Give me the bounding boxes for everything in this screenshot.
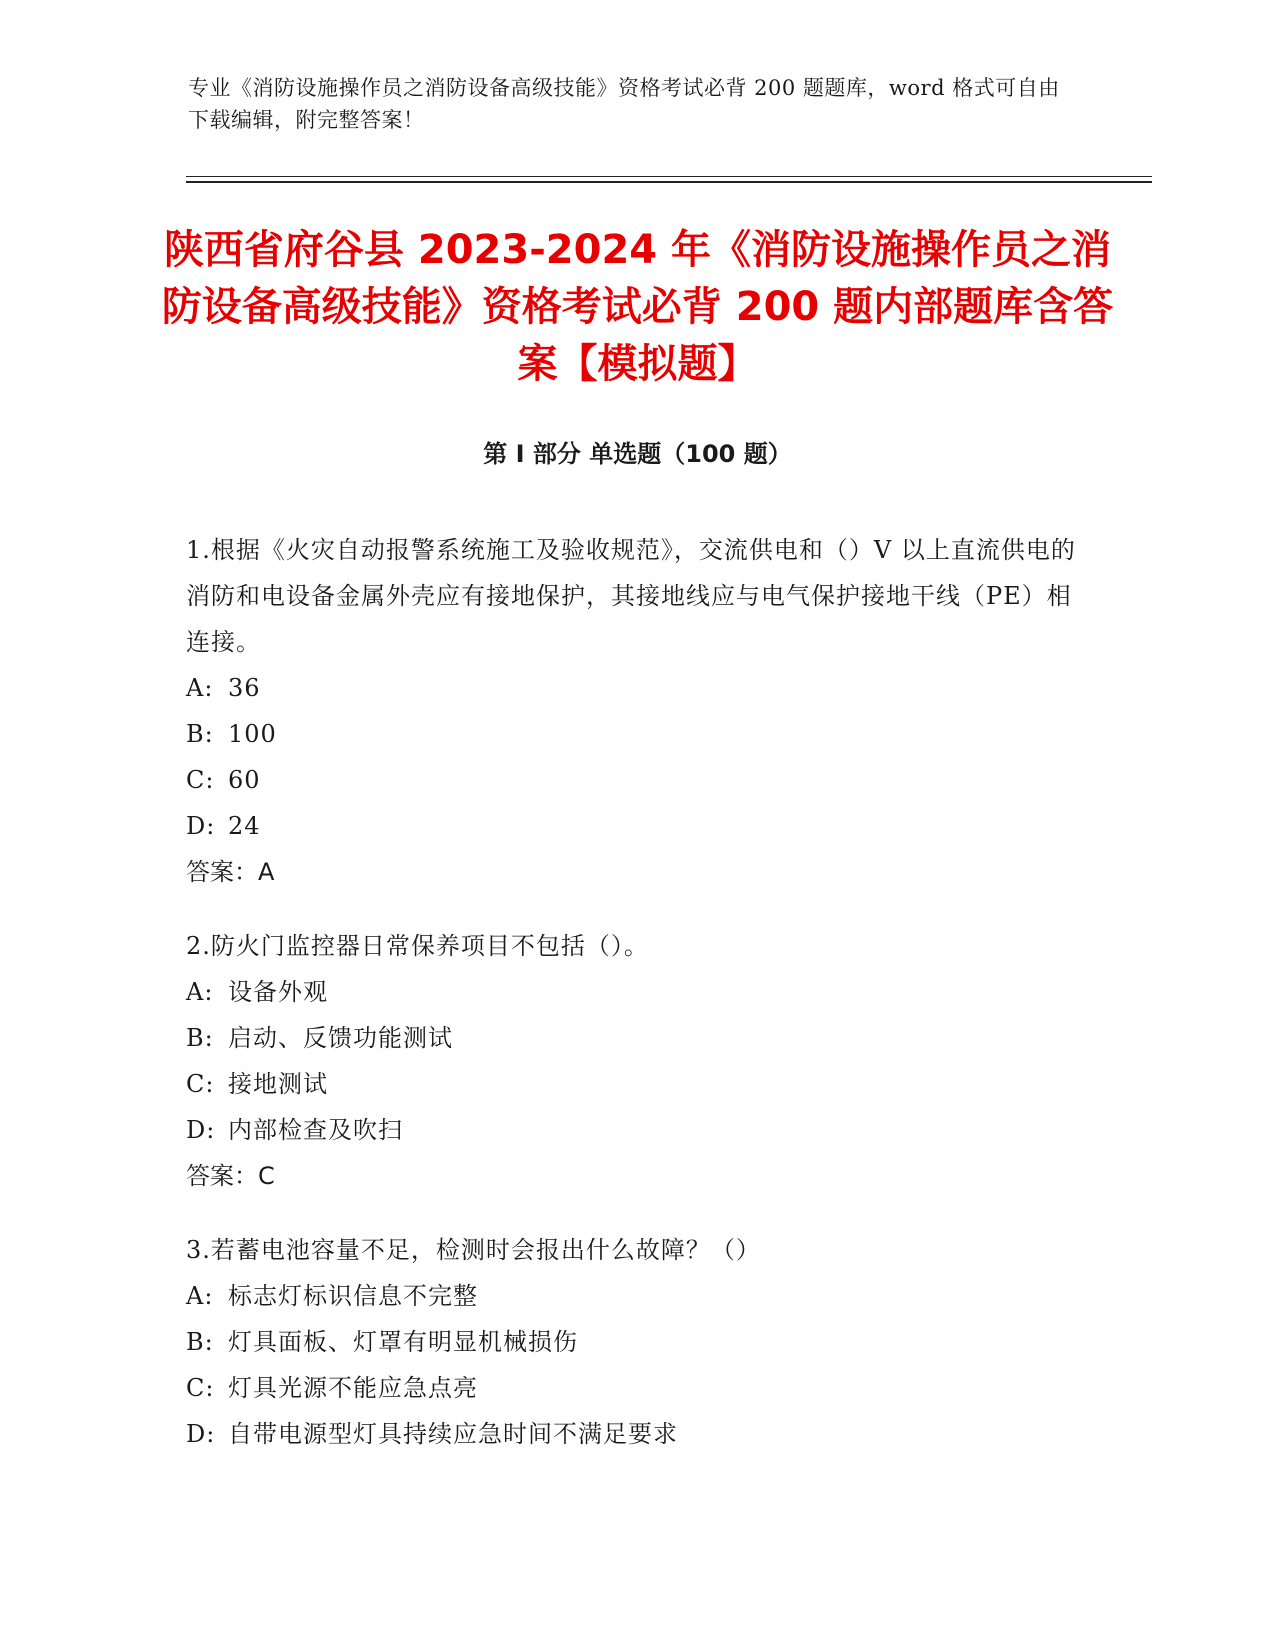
- option-c: [186, 1365, 1086, 1411]
- option-text: 启动、反馈功能测试: [228, 1024, 453, 1052]
- option-key: C:: [186, 1070, 215, 1098]
- option-key: A:: [186, 978, 214, 1006]
- option-a: [186, 969, 1086, 1015]
- option-key: D:: [186, 1116, 216, 1144]
- question-stem: 2.防火门监控器日常保养项目不包括（）。: [186, 932, 649, 960]
- option-key: B:: [186, 1328, 214, 1356]
- option-key: B:: [186, 1024, 214, 1052]
- question-list: [186, 527, 1086, 1485]
- question-1: [186, 527, 1086, 895]
- option-key: B:: [186, 720, 214, 748]
- option-key: C:: [186, 766, 215, 794]
- option-text: 灯具面板、灯罩有明显机械损伤: [228, 1328, 578, 1356]
- question-3: [186, 1227, 1086, 1457]
- option-text: 标志灯标识信息不完整: [228, 1282, 478, 1310]
- option-b: [186, 1015, 1086, 1061]
- answer-label: 答案：C: [186, 1162, 275, 1190]
- option-a: [186, 665, 1086, 711]
- option-c: [186, 1061, 1086, 1107]
- option-key: D:: [186, 812, 216, 840]
- header-divider-thin: [186, 176, 1152, 177]
- option-text: 100: [228, 720, 277, 748]
- section-title: 第 I 部分 单选题（100 题）: [483, 440, 792, 468]
- option-d: [186, 1411, 1086, 1457]
- option-d: [186, 803, 1086, 849]
- option-text: 接地测试: [228, 1070, 328, 1098]
- option-text: 36: [228, 674, 261, 702]
- option-key: A:: [186, 1282, 214, 1310]
- question-stem: 1.根据《火灾自动报警系统施工及验收规范》，交流供电和（）V 以上直流供电的消防和电设备金属外壳应有接地保护，其接地线应与电气保护接地干线（PE）相连接。: [186, 536, 1076, 656]
- option-text: 自带电源型灯具持续应急时间不满足要求: [228, 1420, 678, 1448]
- header-divider-thick: [186, 181, 1152, 183]
- option-text: 设备外观: [228, 978, 328, 1006]
- document-title: 陕西省府谷县 2023-2024 年《消防设施操作员之消防设备高级技能》资格考试必背 200 题内部题库含答案【模拟题】: [161, 227, 1114, 387]
- option-text: 内部检查及吹扫: [228, 1116, 403, 1144]
- option-text: 灯具光源不能应急点亮: [228, 1374, 478, 1402]
- option-a: [186, 1273, 1086, 1319]
- option-text: 60: [228, 766, 261, 794]
- option-text: 24: [228, 812, 261, 840]
- question-stem: 3.若蓄电池容量不足，检测时会报出什么故障？（）: [186, 1236, 761, 1264]
- option-b: [186, 711, 1086, 757]
- answer-label: 答案：A: [186, 858, 275, 886]
- option-b: [186, 1319, 1086, 1365]
- option-key: D:: [186, 1420, 216, 1448]
- option-c: [186, 757, 1086, 803]
- header-note: 专业《消防设施操作员之消防设备高级技能》资格考试必背 200 题题库，word 格式可自由下载编辑，附完整答案！: [188, 76, 1060, 132]
- option-key: A:: [186, 674, 214, 702]
- option-d: [186, 1107, 1086, 1153]
- question-2: [186, 923, 1086, 1199]
- option-key: C:: [186, 1374, 215, 1402]
